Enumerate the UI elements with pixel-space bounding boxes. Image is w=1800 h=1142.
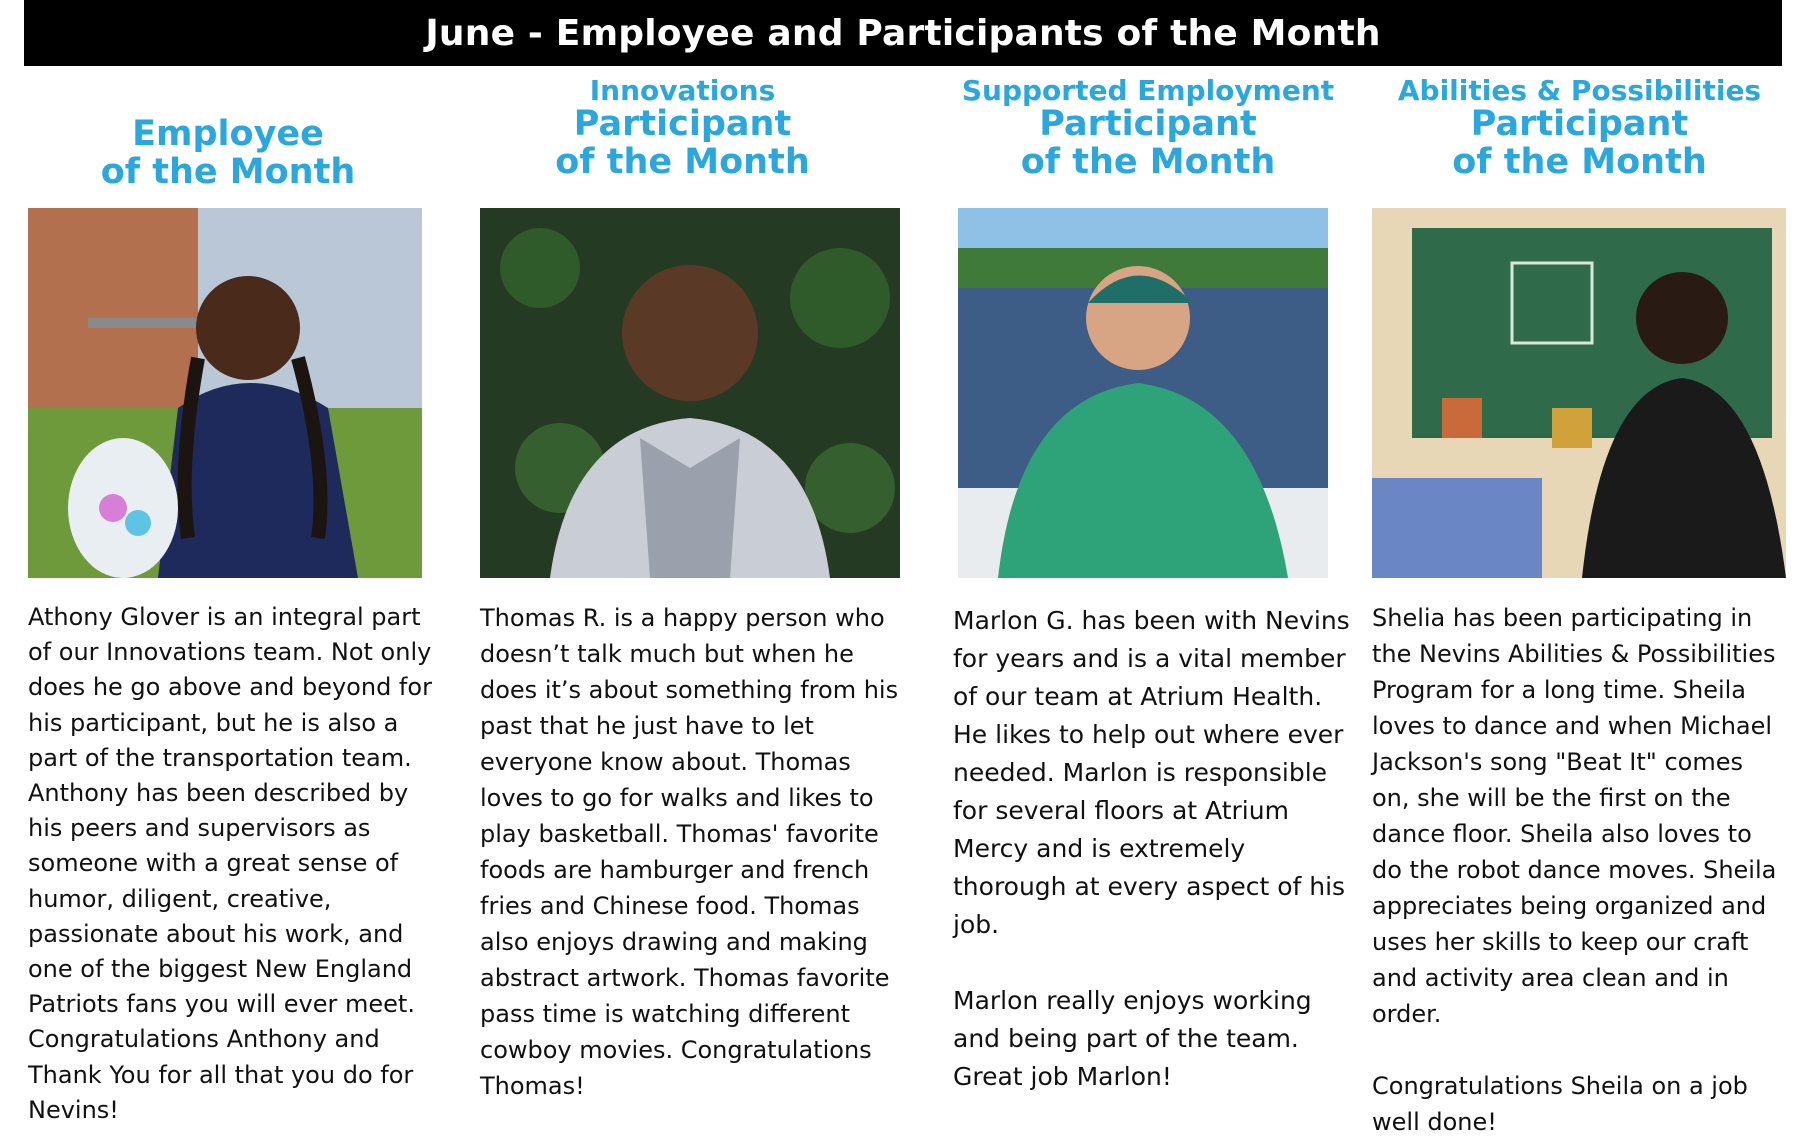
heading-line1: Employee bbox=[132, 114, 324, 154]
person-photo-icon bbox=[958, 208, 1328, 578]
person-photo-icon bbox=[480, 208, 900, 578]
heading-line2: of the Month bbox=[1020, 142, 1276, 183]
page-banner bbox=[24, 0, 1782, 66]
person-photo-icon bbox=[28, 208, 422, 578]
person-photo bbox=[1372, 208, 1786, 578]
banner-title: June - Employee and Participants of the Month bbox=[425, 12, 1381, 54]
heading-program: Supported Employment bbox=[961, 74, 1335, 107]
person-photo bbox=[480, 208, 900, 578]
heading-line2: of the Month bbox=[1452, 142, 1707, 183]
bio-text: Marlon G. has been with Nevins for years and is a vital member of our team at Atrium Health. He likes to help out where ever needed. Marlon is responsible for several floors at Atrium Mercy and is extremely thorough at every aspect of his job. Marlon really enjoys working and being part of the team. Great job Marlon! bbox=[953, 606, 1350, 1091]
heading-program: Abilities & Possibilities bbox=[1397, 74, 1762, 107]
column-heading bbox=[1372, 76, 1787, 182]
person-photo bbox=[28, 208, 422, 578]
person-photo bbox=[958, 208, 1328, 578]
person-photo-icon bbox=[1372, 208, 1786, 578]
column-heading bbox=[28, 116, 428, 192]
bio-text: Shelia has been participating in the Nevins Abilities & Possibilities Program for a long time. Sheila loves to dance and when Michael Jackson's song "Beat It" comes on, she will be the first on the dance floor. Sheila also loves to do the robot dance moves. Sheila appreciates being organized and uses her skills to keep our craft and activity area clean and in order. Congratulations Sheila on a job well done! bbox=[1372, 604, 1777, 1136]
heading-line1: Participant bbox=[1470, 104, 1689, 145]
column-heading bbox=[470, 76, 895, 182]
bio-text: Thomas R. is a happy person who doesn’t talk much but when he does it’s about something from his past that he just have to let everyone know about. Thomas loves to go for walks and likes to play basketball. Thomas' favorite foods are hamburger and french fries and Chinese food. Thomas also enjoys drawing and making abstract artwork. Thomas favorite pass time is watching different cowboy movies. Congratulations Thomas! bbox=[480, 604, 899, 1100]
heading-line1: Participant bbox=[1039, 104, 1257, 145]
heading-line2: of the Month bbox=[100, 151, 356, 192]
heading-program: Innovations bbox=[589, 74, 776, 107]
heading-line2: of the Month bbox=[555, 142, 810, 183]
heading-line1: Participant bbox=[573, 104, 792, 145]
bio-text: Athony Glover is an integral part of our Innovations team. Not only does he go above and beyond for his participant, but he is also a part of the transportation team. Anthony has been described by his peers and supervisors as someone with a great sense of humor, diligent, creative, passionate about his work, and one of the biggest New England Patriots fans you will ever meet. Congratulations Anthony and Thank You for all that you do for Nevins! bbox=[28, 603, 432, 1124]
column-heading bbox=[948, 76, 1348, 182]
